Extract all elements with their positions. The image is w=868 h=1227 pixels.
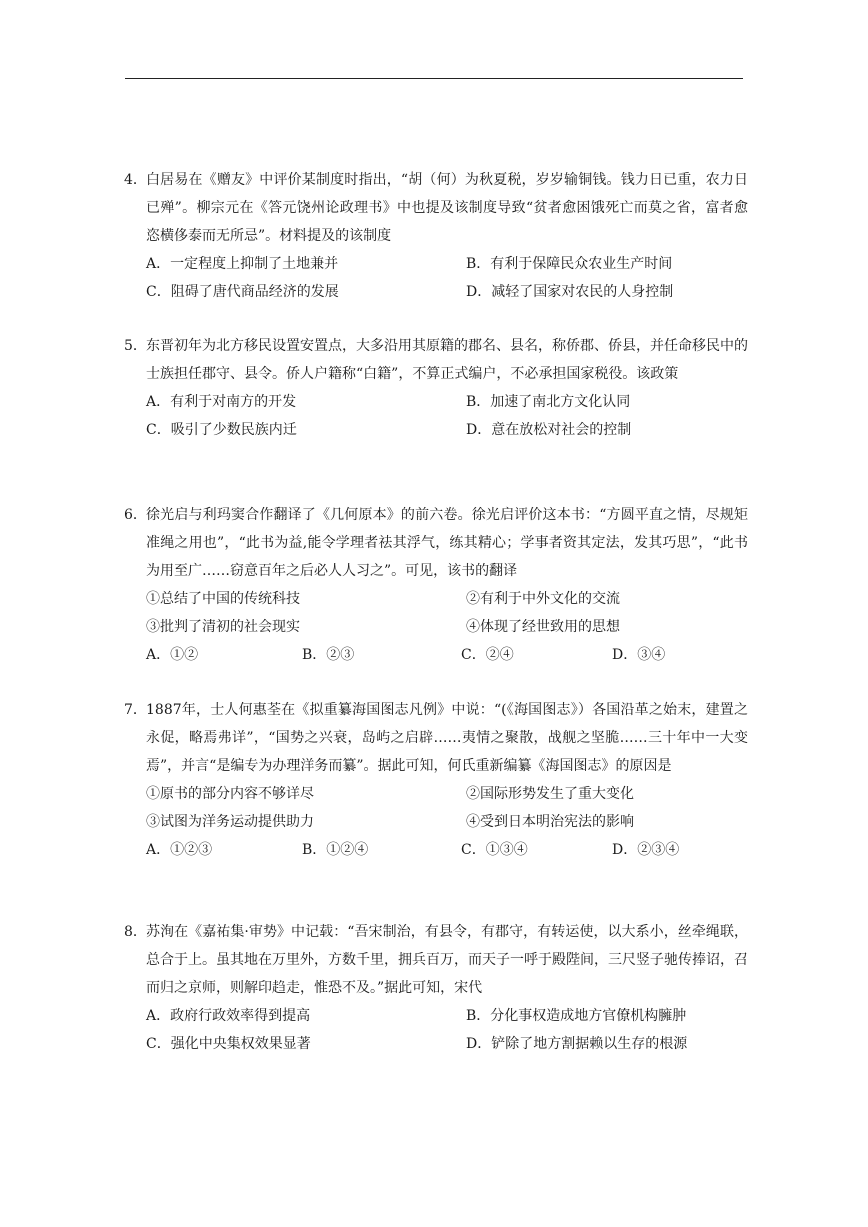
options-row <box>146 1002 748 1030</box>
statements-row <box>146 780 748 808</box>
options-row <box>146 416 748 444</box>
option-d[interactable]: D．③④ <box>612 647 666 663</box>
option-a[interactable]: A．①② <box>146 647 199 663</box>
option-d[interactable]: D．减轻了国家对农民的人身控制 <box>466 284 674 300</box>
option-b[interactable]: B．加速了南北方文化认同 <box>466 394 631 410</box>
question-number: 6． <box>124 507 147 523</box>
option-c[interactable]: C．①③④ <box>461 842 528 858</box>
statement-4: ④受到日本明治宪法的影响 <box>466 814 634 830</box>
options-row <box>146 278 748 306</box>
options-row <box>146 250 748 278</box>
option-b[interactable]: B．分化事权造成地方官僚机构臃肿 <box>466 1008 687 1024</box>
statements-row <box>146 808 748 836</box>
header-rule <box>125 78 743 79</box>
option-d[interactable]: D．铲除了地方割据赖以生存的根源 <box>466 1036 688 1052</box>
question-number: 8． <box>124 924 147 940</box>
statement-2: ②有利于中外文化的交流 <box>466 591 620 607</box>
option-a[interactable]: A．①②③ <box>146 842 213 858</box>
question-number: 5． <box>124 338 147 354</box>
option-b[interactable]: B．①②④ <box>302 842 369 858</box>
question-stem <box>124 166 748 250</box>
question-7 <box>124 696 748 864</box>
options-row <box>146 388 748 416</box>
statement-1: ①原书的部分内容不够详尽 <box>146 786 314 802</box>
statement-1: ①总结了中国的传统科技 <box>146 591 300 607</box>
option-a[interactable]: A．政府行政效率得到提高 <box>146 1008 311 1024</box>
statement-4: ④体现了经世致用的思想 <box>466 619 620 635</box>
question-5 <box>124 332 748 444</box>
question-8 <box>124 918 748 1058</box>
question-text: 东晋初年为北方移民设置安置点，大多沿用其原籍的郡名、县名，称侨郡、侨县，并任命移民中的士族担任郡守、县令。侨人户籍称“白籍”，不算正式编户，不必承担国家税役。该政策 <box>146 338 748 382</box>
option-c[interactable]: C．阻碍了唐代商品经济的发展 <box>146 284 339 300</box>
options-row <box>146 1030 748 1058</box>
question-text: 徐光启与利玛窦合作翻译了《几何原本》的前六卷。徐光启评价这本书：“方圆平直之情，尽规矩准绳之用也”，“此书为益,能令学理者祛其浮气，练其精心；学事者资其定法，发其巧思”，“此书为用至广……窃意百年之后必人人习之”。可见，该书的翻译 <box>146 507 748 579</box>
question-6 <box>124 501 748 669</box>
option-a[interactable]: A．一定程度上抑制了土地兼并 <box>146 256 339 272</box>
question-text: 1887年，士人何惠荃在《拟重纂海国图志凡例》中说：“(《海国图志》）各国沿革之始末，建置之永促，略焉弗详”，“国势之兴衰，岛屿之启辟……夷情之聚散，战舰之坚脆……三十年中一大变焉”，并言“是编专为办理洋务而纂”。据此可知，何氏重新编纂《海国图志》的原因是 <box>146 702 748 774</box>
statements-row <box>146 613 748 641</box>
option-a[interactable]: A．有利于对南方的开发 <box>146 394 297 410</box>
option-c[interactable]: C．②④ <box>461 647 514 663</box>
option-b[interactable]: B．有利于保障民众农业生产时间 <box>466 256 673 272</box>
question-text: 苏洵在《嘉祐集·审势》中记载：“吾宋制治，有县令，有郡守，有转运使，以大系小，丝牵绳联，总合于上。虽其地在万里外，方数千里，拥兵百万，而天子一呼于殿陛间，三尺竖子驰传捧诏，召而归之京师，则解印趋走，惟恐不及。”据此可知，宋代 <box>146 924 748 996</box>
options-row <box>146 641 748 669</box>
statement-3: ③试图为洋务运动提供助力 <box>146 814 314 830</box>
question-stem <box>124 696 748 780</box>
question-stem <box>124 501 748 585</box>
question-stem <box>124 332 748 388</box>
question-text: 白居易在《赠友》中评价某制度时指出，“胡（何）为秋夏税，岁岁输铜钱。钱力日已重，农力日已殚”。柳宗元在《答元饶州论政理书》中也提及该制度导致“贫者愈困饿死亡而莫之省，富者愈恣横侈泰而无所忌”。材料提及的该制度 <box>146 172 748 244</box>
question-stem <box>124 918 748 1002</box>
options-row <box>146 836 748 864</box>
option-c[interactable]: C．强化中央集权效果显著 <box>146 1036 311 1052</box>
option-c[interactable]: C．吸引了少数民族内迁 <box>146 422 297 438</box>
question-number: 7． <box>124 702 147 718</box>
statements-row <box>146 585 748 613</box>
question-4 <box>124 166 748 306</box>
statement-3: ③批判了清初的社会现实 <box>146 619 300 635</box>
option-d[interactable]: D．意在放松对社会的控制 <box>466 422 632 438</box>
statement-2: ②国际形势发生了重大变化 <box>466 786 634 802</box>
option-d[interactable]: D．②③④ <box>612 842 680 858</box>
option-b[interactable]: B．②③ <box>302 647 355 663</box>
question-number: 4． <box>124 172 147 188</box>
